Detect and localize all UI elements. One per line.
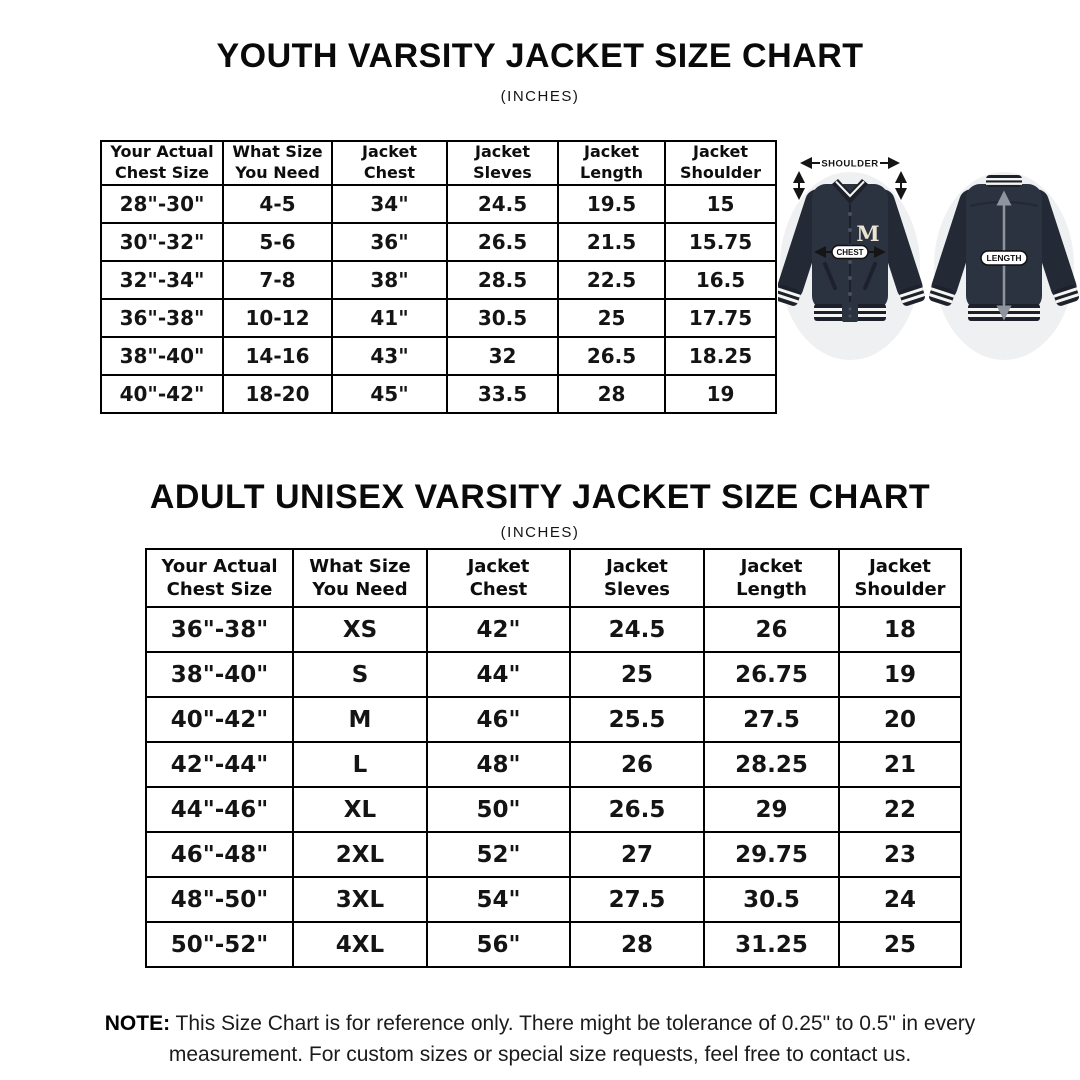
measurement-cell: 15.75	[665, 223, 776, 261]
measurement-cell: 15	[665, 185, 776, 223]
measurement-cell: 22	[839, 787, 961, 832]
measurement-cell: 25	[558, 299, 665, 337]
measurement-cell: 38"	[332, 261, 447, 299]
measurement-cell: 46"	[427, 697, 570, 742]
measurement-cell: 14-16	[223, 337, 332, 375]
measurement-cell: S	[293, 652, 427, 697]
header-row	[146, 549, 961, 607]
measurement-cell: 36"	[332, 223, 447, 261]
length-label: LENGTH	[986, 253, 1022, 263]
measurement-cell: 18.25	[665, 337, 776, 375]
chest-range-cell: 30"-32"	[101, 223, 223, 261]
column-header: Jacket Length	[704, 549, 839, 607]
chest-range-cell: 28"-30"	[101, 185, 223, 223]
measurement-cell: 28.5	[447, 261, 558, 299]
measurement-cell: 48"	[427, 742, 570, 787]
size-row	[146, 877, 961, 922]
size-row	[101, 185, 776, 223]
measurement-cell: 26	[704, 607, 839, 652]
measurement-cell: XS	[293, 607, 427, 652]
measurement-cell: 27.5	[570, 877, 704, 922]
chest-range-cell: 46"-48"	[146, 832, 293, 877]
chest-range-cell: 44"-46"	[146, 787, 293, 832]
measurement-cell: 24.5	[447, 185, 558, 223]
chest-range-cell: 36"-38"	[101, 299, 223, 337]
youth-chart-subtitle: (INCHES)	[500, 88, 580, 105]
size-row	[146, 697, 961, 742]
measurement-cell: 24.5	[570, 607, 704, 652]
measurement-cell: 29	[704, 787, 839, 832]
measurement-cell: 19.5	[558, 185, 665, 223]
measurement-cell: 56"	[427, 922, 570, 967]
size-row	[101, 375, 776, 413]
chest-range-cell: 40"-42"	[146, 697, 293, 742]
column-header: What Size You Need	[293, 549, 427, 607]
header-row	[101, 141, 776, 185]
measurement-cell: 29.75	[704, 832, 839, 877]
measurement-cell: 19	[839, 652, 961, 697]
measurement-cell: 25	[570, 652, 704, 697]
measurement-cell: 5-6	[223, 223, 332, 261]
measurement-cell: 45"	[332, 375, 447, 413]
size-row	[146, 832, 961, 877]
measurement-cell: 22.5	[558, 261, 665, 299]
measurement-cell: L	[293, 742, 427, 787]
size-row	[101, 223, 776, 261]
measurement-cell: 25	[839, 922, 961, 967]
measurement-cell: 41"	[332, 299, 447, 337]
jacket-measurement-diagram	[778, 148, 1080, 378]
measurement-cell: 44"	[427, 652, 570, 697]
column-header: Jacket Sleves	[570, 549, 704, 607]
measurement-cell: 26.5	[558, 337, 665, 375]
measurement-cell: 23	[839, 832, 961, 877]
measurement-cell: 21.5	[558, 223, 665, 261]
measurement-cell: 26.5	[447, 223, 558, 261]
chest-range-cell: 38"-40"	[101, 337, 223, 375]
adult-chart-subtitle: (INCHES)	[500, 524, 580, 541]
measurement-cell: 18	[839, 607, 961, 652]
measurement-cell: 20	[839, 697, 961, 742]
measurement-cell: 43"	[332, 337, 447, 375]
measurement-cell: 31.25	[704, 922, 839, 967]
chest-range-cell: 50"-52"	[146, 922, 293, 967]
measurement-cell: 18-20	[223, 375, 332, 413]
chest-label: CHEST	[836, 248, 864, 257]
size-row	[146, 787, 961, 832]
measurement-cell: 3XL	[293, 877, 427, 922]
measurement-cell: 42"	[427, 607, 570, 652]
note-label: NOTE:	[104, 1012, 171, 1035]
measurement-cell: 26.5	[570, 787, 704, 832]
shoulder-label: SHOULDER	[821, 158, 879, 170]
chest-range-cell: 32"-34"	[101, 261, 223, 299]
measurement-cell: 27.5	[704, 697, 839, 742]
reference-note	[35, 1008, 1045, 1070]
chest-range-cell: 40"-42"	[101, 375, 223, 413]
size-row	[146, 652, 961, 697]
size-row	[101, 261, 776, 299]
adult-size-table	[145, 548, 962, 968]
measurement-cell: 30.5	[447, 299, 558, 337]
column-header: Jacket Shoulder	[839, 549, 961, 607]
measurement-cell: 26	[570, 742, 704, 787]
size-row	[146, 607, 961, 652]
measurement-cell: 54"	[427, 877, 570, 922]
measurement-cell: 28	[558, 375, 665, 413]
measurement-cell: 7-8	[223, 261, 332, 299]
jacket-front-illustration	[778, 172, 927, 360]
chest-range-cell: 42"-44"	[146, 742, 293, 787]
column-header: Jacket Length	[558, 141, 665, 185]
youth-chart-title: YOUTH VARSITY JACKET SIZE CHART	[216, 37, 864, 75]
measurement-cell: 17.75	[665, 299, 776, 337]
column-header: Jacket Chest	[332, 141, 447, 185]
note-text: This Size Chart is for reference only. There might be tolerance of 0.25" to 0.5" in every measurement. For custom sizes or special size requests, feel free to contact us.	[168, 1012, 976, 1066]
measurement-cell: 25.5	[570, 697, 704, 742]
measurement-cell: 34"	[332, 185, 447, 223]
size-row	[146, 742, 961, 787]
column-header: Your Actual Chest Size	[146, 549, 293, 607]
size-row	[146, 922, 961, 967]
chest-range-cell: 38"-40"	[146, 652, 293, 697]
adult-chart-title: ADULT UNISEX VARSITY JACKET SIZE CHART	[149, 478, 931, 516]
column-header: Your Actual Chest Size	[101, 141, 223, 185]
chest-range-cell: 48"-50"	[146, 877, 293, 922]
column-header: Jacket Shoulder	[665, 141, 776, 185]
measurement-cell: 4XL	[293, 922, 427, 967]
column-header: What Size You Need	[223, 141, 332, 185]
measurement-cell: 32	[447, 337, 558, 375]
measurement-cell: 33.5	[447, 375, 558, 413]
measurement-cell: M	[293, 697, 427, 742]
measurement-cell: 26.75	[704, 652, 839, 697]
measurement-cell: XL	[293, 787, 427, 832]
measurement-cell: 28	[570, 922, 704, 967]
measurement-cell: 10-12	[223, 299, 332, 337]
column-header: Jacket Sleves	[447, 141, 558, 185]
measurement-cell: 21	[839, 742, 961, 787]
size-row	[101, 337, 776, 375]
chest-range-cell: 36"-38"	[146, 607, 293, 652]
column-header: Jacket Chest	[427, 549, 570, 607]
measurement-cell: 16.5	[665, 261, 776, 299]
measurement-cell: 24	[839, 877, 961, 922]
measurement-cell: 2XL	[293, 832, 427, 877]
measurement-cell: 19	[665, 375, 776, 413]
letter-patch: M	[856, 221, 880, 246]
measurement-cell: 50"	[427, 787, 570, 832]
measurement-cell: 52"	[427, 832, 570, 877]
measurement-cell: 28.25	[704, 742, 839, 787]
measurement-cell: 30.5	[704, 877, 839, 922]
measurement-cell: 27	[570, 832, 704, 877]
youth-size-table	[100, 140, 777, 414]
measurement-cell: 4-5	[223, 185, 332, 223]
size-row	[101, 299, 776, 337]
